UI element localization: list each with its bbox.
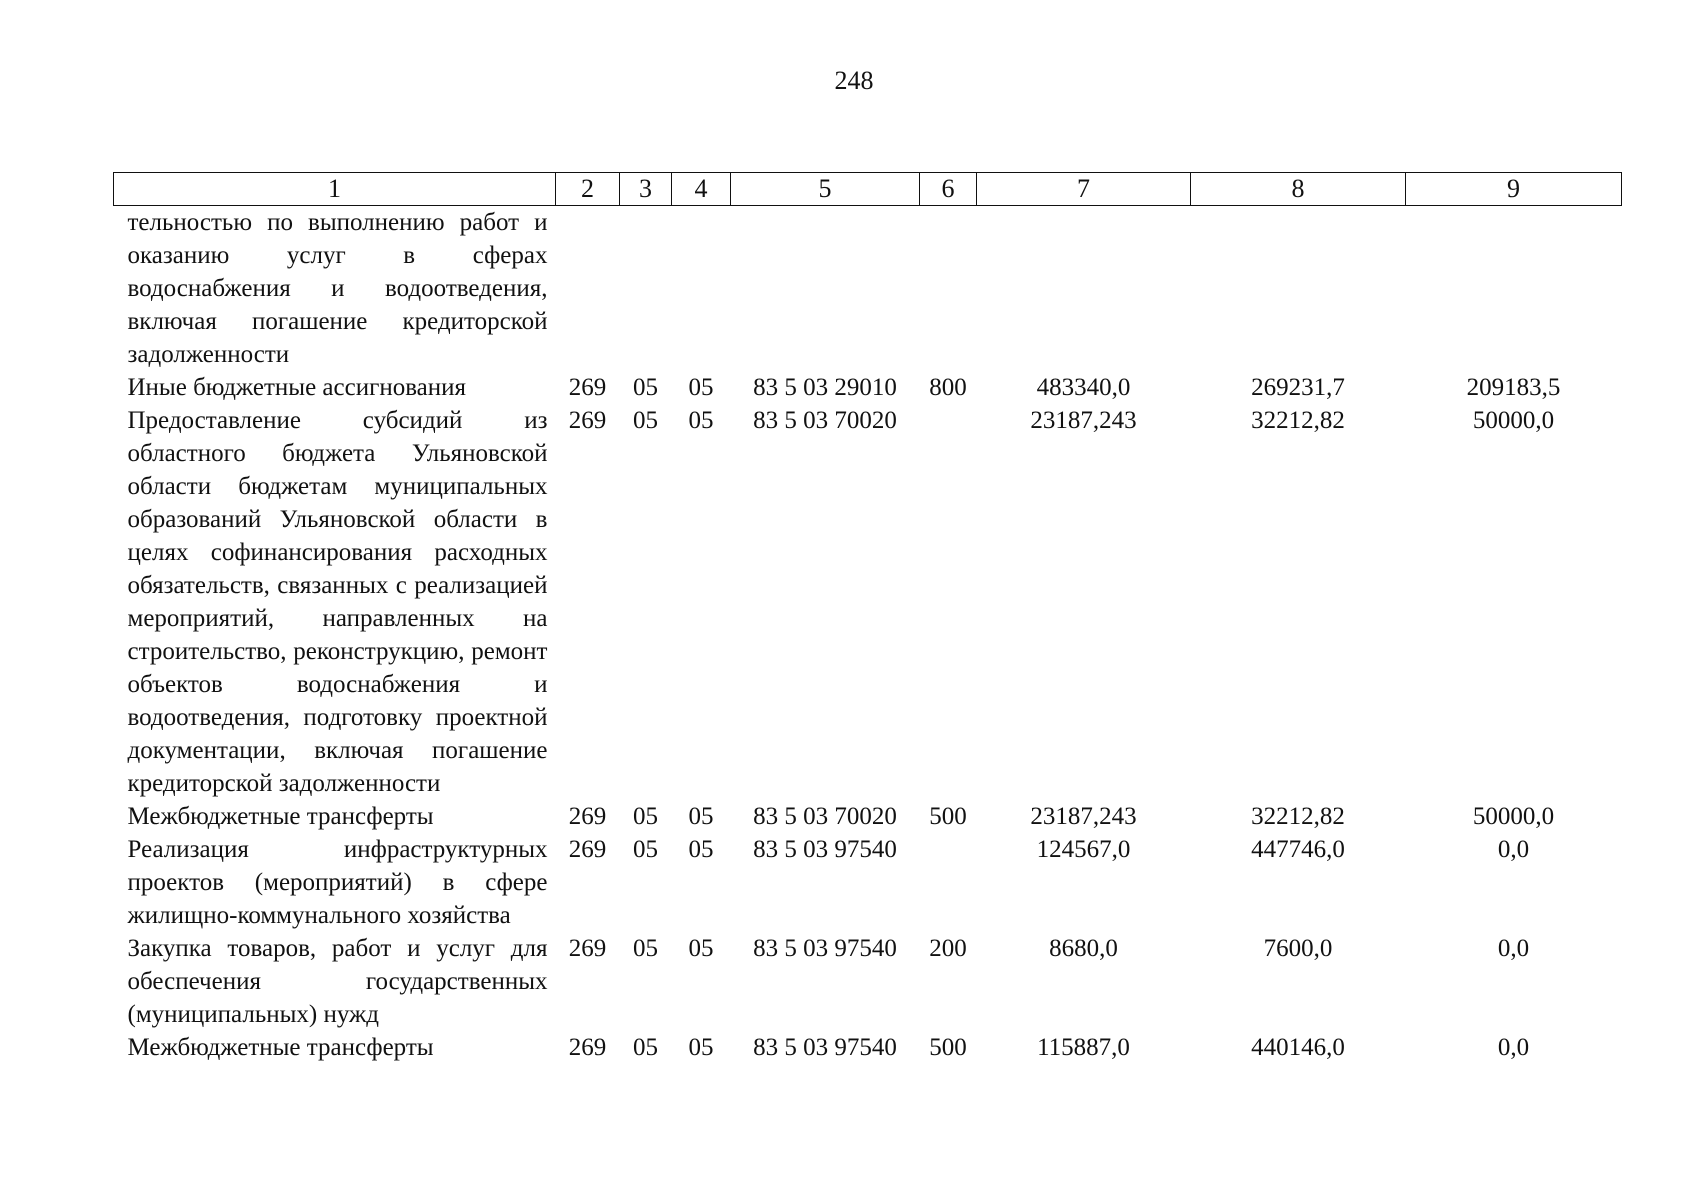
cell-section: 05 (633, 836, 658, 863)
row-description: Иные бюджетные ассигнования (127, 374, 467, 401)
header-col-4: 4 (672, 173, 731, 206)
header-col-1: 1 (114, 173, 556, 206)
table-row (114, 932, 1622, 1031)
table-row (114, 1031, 1622, 1064)
cell-expense-type (920, 206, 977, 372)
cell-amount-col8: 440146,0 (1251, 1034, 1345, 1061)
header-col-7: 7 (977, 173, 1191, 206)
cell-amount-col7: 8680,0 (1049, 935, 1118, 962)
table-row (114, 800, 1622, 833)
cell-amount-col7: 23187,243 (1030, 407, 1137, 434)
cell-amount-col9: 0,0 (1497, 836, 1530, 863)
cell-target-code: 83 5 03 29010 (753, 374, 897, 401)
cell-amount-col9: 50000,0 (1472, 407, 1555, 434)
cell-section: 05 (633, 935, 658, 962)
cell-expense-type (920, 833, 977, 932)
cell-expense-type: 200 (929, 935, 967, 962)
cell-target-code: 83 5 03 97540 (753, 935, 897, 962)
cell-amount-col8: 32212,82 (1251, 407, 1345, 434)
cell-amount-col9: 209183,5 (1466, 374, 1561, 401)
cell-ministry-code: 269 (568, 1034, 607, 1061)
row-description: тельностью по выполнению работ и оказанию услуг в сферах водоснабжения и водоотведения, включая погашение кредиторской задолженности (127, 209, 548, 368)
cell-target-code: 83 5 03 97540 (753, 1034, 897, 1061)
cell-target-code: 83 5 03 97540 (753, 836, 897, 863)
row-description: Межбюджетные трансферты (127, 803, 434, 830)
header-col-8: 8 (1191, 173, 1406, 206)
row-description: Межбюджетные трансферты (127, 1034, 434, 1061)
table-row (114, 833, 1622, 932)
row-description: Предоставление субсидий из областного бюджета Ульяновской области бюджетам муниципальных образований Ульяновской области в целях софинансирования расходных обязательств, связанных с реализацией мероприятий, направленных на строительство, реконструкцию, ремонт объектов водоснабжения и водоотведения, подготовку проектной документации, включая погашение кредиторской задолженности (127, 407, 548, 797)
table-row (114, 206, 1622, 372)
cell-section: 05 (633, 374, 658, 401)
cell-target-code: 83 5 03 70020 (753, 803, 897, 830)
row-description: Закупка товаров, работ и услуг для обеспечения государственных (муниципальных) нужд (127, 935, 548, 1028)
cell-subsection (672, 206, 731, 372)
cell-amount-col7: 483340,0 (1036, 374, 1131, 401)
cell-expense-type: 800 (929, 374, 967, 401)
cell-subsection: 05 (688, 935, 714, 962)
cell-ministry-code: 269 (568, 374, 607, 401)
cell-section: 05 (633, 1034, 658, 1061)
cell-ministry-code: 269 (568, 407, 607, 434)
budget-table (113, 172, 1622, 1064)
cell-subsection: 05 (688, 1034, 714, 1061)
cell-expense-type: 500 (929, 1034, 967, 1061)
cell-expense-type: 500 (929, 803, 967, 830)
cell-amount-col9: 0,0 (1497, 1034, 1530, 1061)
cell-ministry-code (556, 206, 620, 372)
cell-amount-col7: 124567,0 (1036, 836, 1131, 863)
cell-ministry-code: 269 (568, 836, 607, 863)
cell-target-code: 83 5 03 70020 (753, 407, 897, 434)
cell-ministry-code: 269 (568, 803, 607, 830)
header-row (114, 173, 1622, 206)
header-col-5: 5 (731, 173, 920, 206)
cell-amount-col9 (1406, 206, 1622, 372)
cell-amount-col7: 23187,243 (1030, 803, 1137, 830)
cell-subsection: 05 (688, 374, 714, 401)
cell-amount-col8: 269231,7 (1251, 374, 1345, 401)
cell-expense-type (920, 404, 977, 800)
cell-amount-col9: 50000,0 (1472, 803, 1555, 830)
table-row (114, 371, 1622, 404)
cell-amount-col8: 447746,0 (1251, 836, 1345, 863)
cell-subsection: 05 (688, 803, 714, 830)
page-number: 248 (834, 66, 874, 95)
cell-target-code (731, 206, 920, 372)
cell-amount-col8: 7600,0 (1263, 935, 1333, 962)
row-description: Реализация инфраструктурных проектов (мероприятий) в сфере жилищно-коммунального хозяйства (127, 836, 548, 929)
cell-subsection: 05 (688, 836, 714, 863)
cell-amount-col7: 115887,0 (1037, 1034, 1130, 1061)
cell-amount-col8 (1191, 206, 1406, 372)
cell-subsection: 05 (688, 407, 714, 434)
cell-amount-col9: 0,0 (1497, 935, 1530, 962)
header-col-2: 2 (556, 173, 620, 206)
header-col-6: 6 (920, 173, 977, 206)
cell-amount-col7 (977, 206, 1191, 372)
cell-section: 05 (633, 407, 658, 434)
cell-section (620, 206, 672, 372)
header-col-3: 3 (620, 173, 672, 206)
cell-ministry-code: 269 (568, 935, 607, 962)
header-col-9: 9 (1406, 173, 1622, 206)
cell-section: 05 (633, 803, 658, 830)
table-row (114, 404, 1622, 800)
cell-amount-col8: 32212,82 (1251, 803, 1345, 830)
